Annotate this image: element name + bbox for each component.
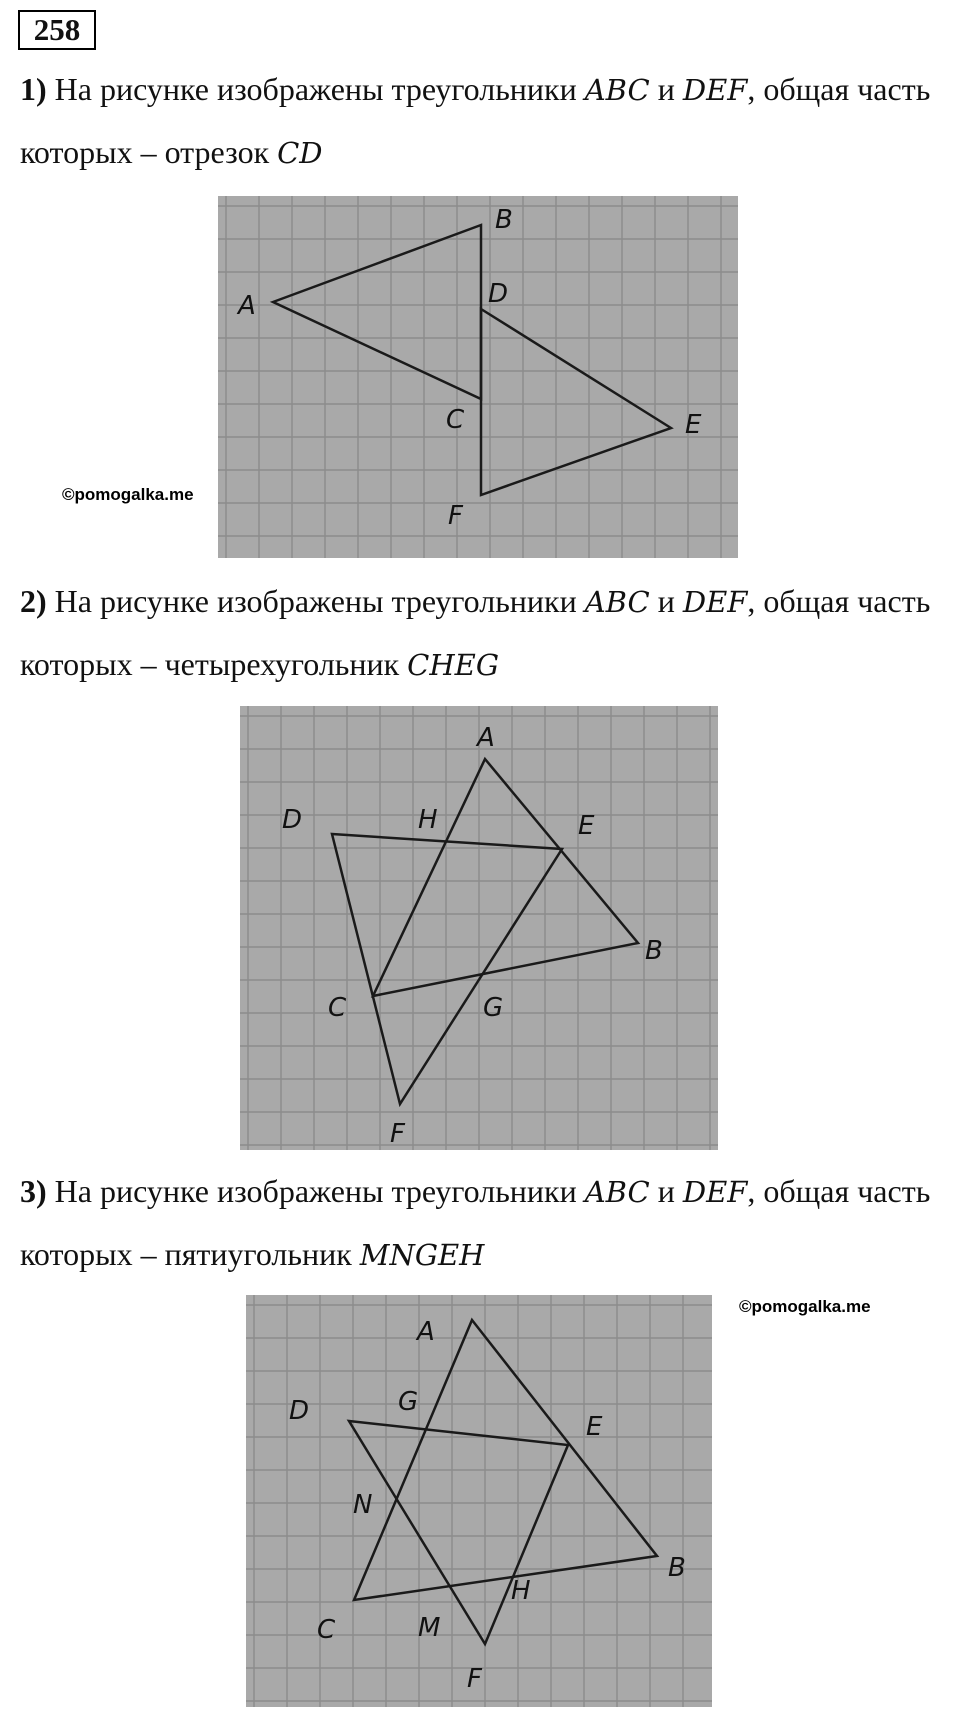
text-before: На рисунке изображены треугольники [54, 1173, 577, 1209]
figure-1-drawing [218, 196, 738, 558]
label-e: E [685, 410, 702, 440]
section-1-text [20, 58, 945, 184]
label-b: B [645, 936, 663, 966]
label-a: A [238, 291, 256, 321]
triangle-2: DEF [682, 1175, 748, 1209]
text-after: , общая часть которых – четырехугольник [20, 583, 931, 682]
section-2-text [20, 570, 945, 696]
grid-lines [218, 196, 738, 558]
section-number: 3) [20, 1173, 47, 1209]
label-d: D [289, 1396, 310, 1426]
grid-lines [246, 1295, 712, 1707]
problem-number: 258 [18, 10, 96, 50]
label-b: B [495, 205, 513, 235]
text-after: , общая часть которых – пятиугольник [20, 1173, 931, 1272]
label-c: C [317, 1615, 336, 1645]
triangle-1: ABC [584, 585, 650, 619]
figure-3 [246, 1295, 712, 1707]
label-c: C [446, 405, 465, 435]
text-before: На рисунке изображены треугольники [54, 71, 577, 107]
section-3-text [20, 1160, 945, 1286]
figure-1 [218, 196, 738, 558]
label-h: H [418, 805, 438, 835]
figure-2 [240, 706, 718, 1150]
label-f: F [467, 1664, 482, 1694]
label-g: G [398, 1387, 419, 1417]
label-e: E [586, 1412, 603, 1442]
label-g: G [483, 993, 504, 1023]
triangle-def [481, 309, 671, 495]
watermark: ©pomogalka.me [739, 1297, 871, 1316]
label-m: M [418, 1613, 441, 1643]
text-before: На рисунке изображены треугольники [54, 583, 577, 619]
label-n: N [353, 1490, 373, 1520]
label-f: F [448, 501, 463, 531]
label-a: A [477, 723, 495, 753]
text-after: , общая часть которых – отрезок [20, 71, 931, 170]
label-a: A [417, 1317, 435, 1347]
watermark: ©pomogalka.me [62, 485, 194, 504]
conjunction: и [657, 71, 675, 107]
label-d: D [488, 279, 509, 309]
result: MNGEH [359, 1238, 485, 1272]
figure-2-drawing [240, 706, 718, 1150]
triangle-1: ABC [584, 1175, 650, 1209]
triangle-1: ABC [584, 73, 650, 107]
triangle-abc [273, 225, 481, 399]
label-c: C [328, 993, 347, 1023]
conjunction: и [657, 1173, 675, 1209]
triangle-2: DEF [682, 585, 748, 619]
label-b: B [668, 1553, 686, 1583]
label-f: F [390, 1119, 405, 1149]
figure-3-drawing [246, 1295, 712, 1707]
label-d: D [282, 805, 303, 835]
label-h: H [511, 1576, 531, 1606]
conjunction: и [657, 583, 675, 619]
section-number: 2) [20, 583, 47, 619]
result: CD [277, 136, 323, 170]
triangle-abc [354, 1320, 657, 1600]
triangle-def [332, 834, 562, 1104]
triangle-2: DEF [682, 73, 748, 107]
result: CHEG [407, 648, 499, 682]
label-e: E [578, 811, 595, 841]
section-number: 1) [20, 71, 47, 107]
